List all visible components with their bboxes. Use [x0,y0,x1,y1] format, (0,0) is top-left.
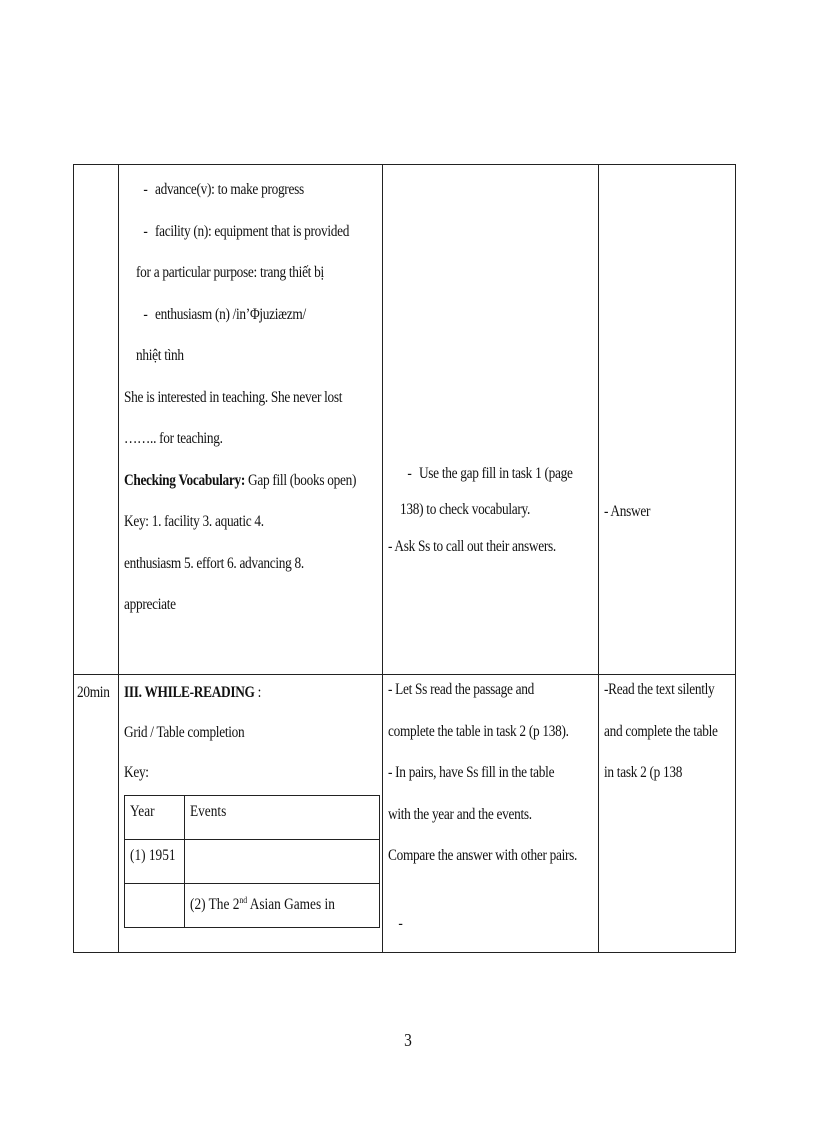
example-sentence: She is interested in teaching. She never lost [124,388,343,406]
key-line: appreciate [124,596,176,613]
key-header-events: Events [185,796,380,840]
student-activity-cell [599,675,736,953]
student-activity: -Read the text silently [604,681,715,698]
student-activity: - Answer [604,503,651,520]
key-table [124,795,380,928]
vocab-item: - advance(v): to make progress [143,181,304,198]
key-table-header [125,796,380,840]
teacher-activity: complete the table in task 2 (p 138). [388,722,569,740]
key-cell-event [185,840,380,884]
key-table-row [125,884,380,928]
teacher-activity: with the year and the events. [388,805,532,823]
content-cell [119,675,383,953]
lesson-plan-table [73,164,736,953]
vocab-item: - enthusiasm (n) /in’Φjuziæzm/ [143,305,306,323]
checking-vocabulary: Checking Vocabulary: Gap fill (books open) [124,471,357,489]
vocab-item-continuation: nhiệt tình [136,347,184,364]
teacher-activity: - In pairs, have Ss fill in the table [388,764,555,781]
table-row [74,165,736,675]
key-line: Key: 1. facility 3. aquatic 4. [124,513,264,530]
key-cell-event: (2) The 2nd Asian Games in [185,884,380,928]
key-line: enthusiasm 5. effort 6. advancing 8. [124,554,304,572]
key-label: Key: [124,764,149,781]
teacher-activity-blank [388,877,569,918]
key-header-year: Year [125,796,185,840]
table-row [74,675,736,953]
student-activity: and complete the table [604,722,718,740]
teacher-activity-cell [383,675,599,953]
vocab-item-continuation: for a particular purpose: trang thiết bị [136,264,324,281]
time-value: 20min [77,684,110,701]
example-sentence: …….. for teaching. [124,430,223,447]
teacher-activity: - [398,914,403,932]
student-activity: in task 2 (p 138 [604,764,683,781]
key-cell-year: (1) 1951 [125,840,185,884]
key-table-row [125,840,380,884]
teacher-activity: - Use the gap fill in task 1 (page [407,465,573,482]
teacher-activity: - Let Ss read the passage and [388,681,534,698]
student-activity-cell [599,165,736,675]
stage-title: III. WHILE-READING : [124,684,262,701]
page-number: 3 [404,1030,412,1050]
teacher-activity: - Ask Ss to call out their answers. [388,538,556,555]
teacher-activity: Compare the answer with other pairs. [388,847,578,864]
activity-name: Grid / Table completion [124,724,245,741]
teacher-activity-continuation: 138) to check vocabulary. [400,500,531,518]
content-cell [119,165,383,675]
vocab-item: - facility (n): equipment that is provided [143,222,350,240]
teacher-activity-cell [383,165,599,675]
time-cell [74,165,119,675]
key-cell-year [125,884,185,928]
time-cell [74,675,119,953]
